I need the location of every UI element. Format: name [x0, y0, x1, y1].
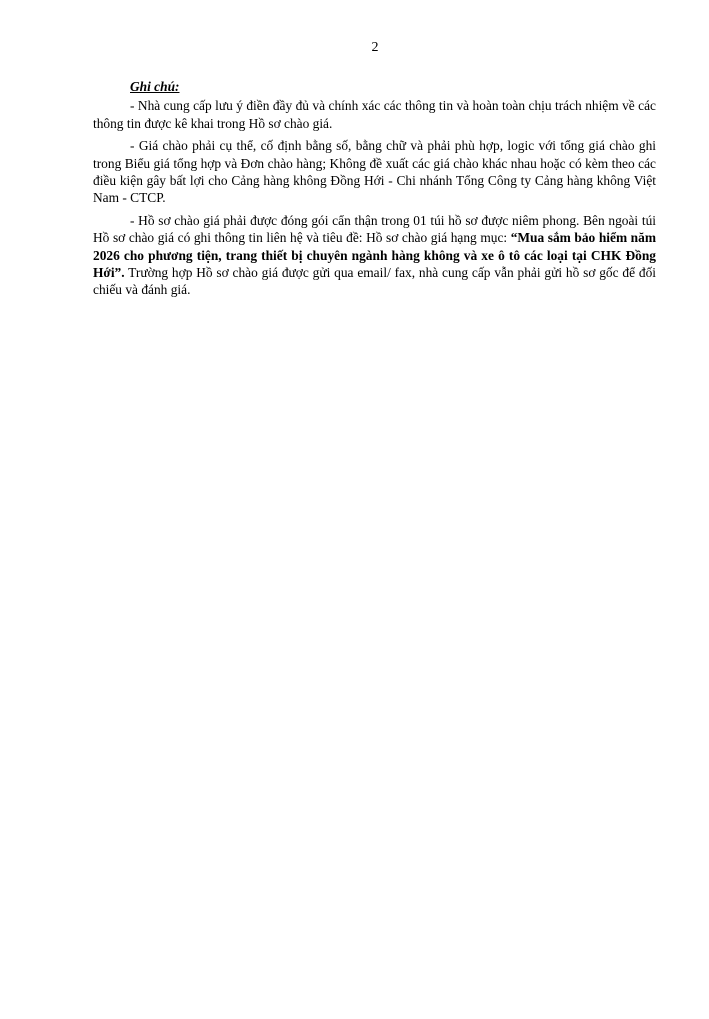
note-section: [93, 78, 656, 304]
note-paragraph-3-intro: - Hồ sơ chào giá phải được đóng gói cẩn thận trong 01 túi hồ sơ được niêm phong. Bên ngoài túi Hồ sơ chào giá có ghi thông tin liên hệ và tiêu đề: Hồ sơ chào giá hạng mục:: [93, 212, 656, 246]
procurement-item-title: “Mua sắm bảo hiểm năm 2026 cho phương tiện, trang thiết bị chuyên ngành hàng không và xe ô tô các loại tại CHK Đồng Hới”.: [93, 230, 656, 281]
note-paragraph-1: - Nhà cung cấp lưu ý điền đầy đủ và chính xác các thông tin và hoàn toàn chịu trách nhiệm về các thông tin được kê khai trong Hồ sơ chào giá.: [93, 98, 656, 131]
note-paragraph-2: - Giá chào phải cụ thể, cố định bằng số, bằng chữ và phải phù hợp, logic với tổng giá chào ghi trong Biểu giá tổng hợp và Đơn chào hàng; Không đề xuất các giá chào khác nhau hoặc có kèm theo các điều kiện gây bất lợi cho Cảng hàng không Đồng Hới - Chi nhánh Tổng Công ty Cảng hàng không Việt Nam - CTCP.: [93, 138, 656, 206]
page-number: 2: [371, 40, 379, 55]
note-paragraph-3: [93, 212, 656, 299]
note-paragraph-3-outro: Trường hợp Hồ sơ chào giá được gửi qua email/ fax, nhà cung cấp vẫn phải gửi hồ sơ gốc để đối chiếu và đánh giá.: [93, 265, 656, 298]
note-title: Ghi chú:: [130, 79, 180, 94]
